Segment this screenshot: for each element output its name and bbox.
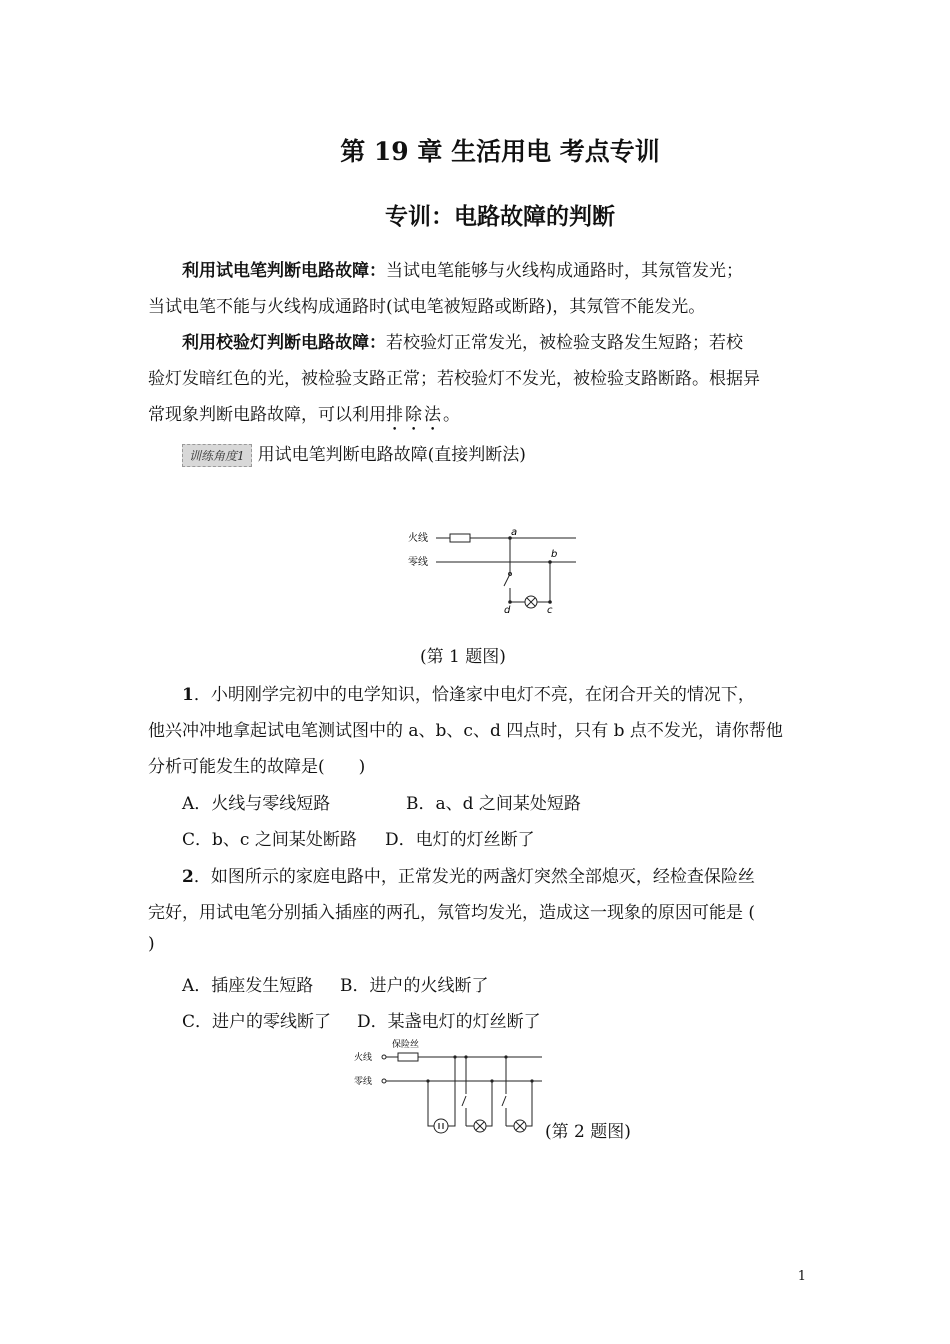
intro-p2-text-c: 常现象判断电路故障，可以利用: [148, 405, 386, 425]
q1-line1: [182, 680, 755, 705]
figure-2-caption: (第 2 题图): [545, 1122, 631, 1142]
q1-text-1: ．小明刚学完初中的电学知识，恰逢家中电灯不亮，在闭合开关的情况下，: [193, 685, 755, 705]
fig2-switch-2: [502, 1096, 506, 1106]
intro-p2-line2: 验灯发暗红色的光，被检验支路正常；若校验灯不发光，被检验支路断路。根据异: [148, 369, 760, 389]
q1-option-b: B．a、d 之间某处短路: [406, 794, 581, 814]
intro-p1-lead: 利用试电笔判断电路故障：: [182, 261, 386, 281]
intro-p1-line2: 当试电笔不能与火线构成通路时(试电笔被短路或断路)，其氖管不能发光。: [148, 297, 706, 317]
fig2-socket-wire-n: [428, 1081, 434, 1126]
q1-option-d: D．电灯的灯丝断了: [385, 830, 535, 850]
q2-option-a: A．插座发生短路: [182, 976, 314, 996]
training-tag: 训练角度1: [182, 444, 252, 467]
fig1-neutral-label: 零线: [408, 557, 428, 568]
fig2-node-lamp1-n: [490, 1079, 493, 1082]
fig2-neutral-terminal: [382, 1079, 386, 1083]
page-subtitle: 专训：电路故障的判断: [385, 203, 615, 230]
fig1-live-label: 火线: [408, 533, 428, 544]
intro-p2-lead: 利用校验灯判断电路故障：: [182, 333, 386, 353]
q1-line2: 他兴冲冲地拿起试电笔测试图中的 a、b、c、d 四点时，只有 b 点不发光，请你帮他: [148, 721, 783, 741]
section-heading-text: 用试电笔判断电路故障(直接判断法): [257, 445, 526, 465]
fig2-lamp1-wire-out: [486, 1081, 492, 1126]
fig1-label-d: d: [504, 605, 511, 616]
fig1-switch: [504, 574, 510, 586]
fig2-node-lamp2-n: [530, 1079, 533, 1082]
intro-p2-text-a: 若校验灯正常发光，被检验支路发生短路；若校: [386, 333, 743, 353]
q1-number: 1: [182, 685, 194, 705]
intro-p2-line1: [182, 328, 743, 353]
intro-p1-line1: [182, 256, 743, 281]
fig1-label-c: c: [547, 605, 553, 616]
fig1-label-a: a: [511, 527, 518, 538]
fig2-neutral-label: 零线: [354, 1077, 373, 1087]
intro-p2-line3: [148, 400, 460, 435]
fig2-live-terminal: [382, 1055, 386, 1059]
q2-option-c: C．进户的零线断了: [182, 1012, 332, 1032]
fig1-node-b: [548, 560, 552, 564]
intro-p2-end: 。: [443, 405, 460, 425]
q1-option-c: C．b、c 之间某处断路: [182, 830, 357, 850]
section-heading: [182, 440, 526, 467]
page-title: 第 19 章 生活用电 考点专训: [340, 137, 660, 166]
fig2-fuse: [398, 1053, 418, 1061]
q2-line3: ): [148, 934, 155, 954]
figure-2-circuit: [348, 1036, 548, 1140]
page-number: 1: [797, 1269, 806, 1284]
figure-1-circuit: [400, 524, 590, 616]
fig1-label-b: b: [551, 549, 558, 560]
q1-line3: 分析可能发生的故障是( ): [148, 757, 366, 777]
fig2-fuse-label: 保险丝: [392, 1040, 420, 1050]
intro-p1-text-a: 当试电笔能够与火线构成通路时，其氖管发光；: [386, 261, 743, 281]
q1-option-a: A．火线与零线短路: [182, 794, 331, 814]
q2-line1: [182, 862, 755, 887]
fig2-socket-wire-l: [448, 1057, 455, 1126]
q2-text-1: ．如图所示的家庭电路中，正常发光的两盏灯突然全部熄灭，经检查保险丝: [193, 867, 755, 887]
fig2-lamp2-wire-out: [526, 1081, 532, 1126]
fig2-switch-1: [462, 1096, 466, 1106]
q2-option-d: D．某盏电灯的灯丝断了: [357, 1012, 541, 1032]
q2-line2: 完好，用试电笔分别插入插座的两孔，氖管均发光，造成这一现象的原因可能是 (: [148, 903, 756, 923]
figure-1-caption: (第 1 题图): [420, 647, 506, 667]
fig1-fuse: [450, 534, 470, 542]
fig2-live-label: 火线: [354, 1053, 373, 1063]
fig2-socket-icon: [434, 1119, 448, 1133]
q2-option-b: B．进户的火线断了: [340, 976, 489, 996]
q2-number: 2: [182, 867, 194, 887]
emphasis-method: 排除法: [386, 405, 443, 425]
